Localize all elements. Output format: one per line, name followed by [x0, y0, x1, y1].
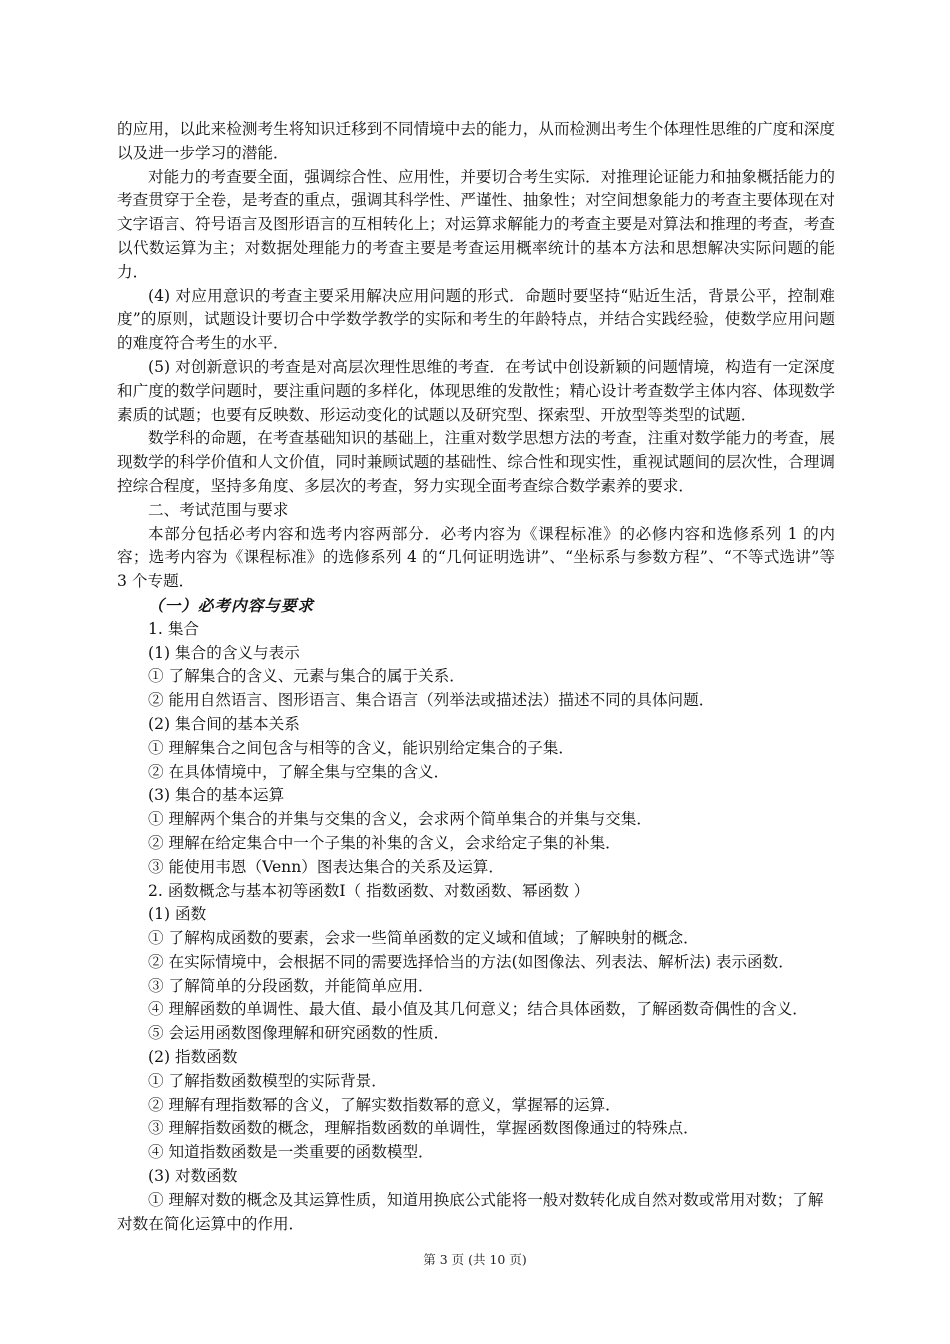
- topic-heading: 2. 函数概念与基本初等函数Ⅰ（ 指数函数、对数函数、幂函数 ）: [148, 881, 590, 900]
- list-item: ③ 了解简单的分段函数，并能简单应用．: [148, 976, 434, 995]
- list-item: ① 了解指数函数模型的实际背景．: [148, 1071, 387, 1090]
- list-item: ① 了解集合的含义、元素与集合的属于关系．: [148, 667, 465, 686]
- list-item: ③ 能使用韦恩（Venn）图表达集合的关系及运算．: [148, 857, 504, 876]
- list-item: ① 了解构成函数的要素，会求一些简单函数的定义域和值域；了解映射的概念．: [148, 929, 699, 948]
- section-heading: 二、考试范围与要求: [148, 500, 289, 519]
- subtopic-heading: (3) 对数函数: [148, 1167, 238, 1186]
- document-body: [117, 118, 835, 1236]
- paragraph-application: (4) 对应用意识的考查主要采用解决应用问题的形式．命题时要坚持“贴近生活，背景公平，控制难度”的原则，试题设计要切合中学数学教学的实际和考生的年龄特点，并结合实践经验，使数学应用问题的难度符合考生的水平．: [117, 286, 835, 353]
- list-item: ③ 理解指数函数的概念，理解指数函数的单调性，掌握函数图像通过的特殊点．: [148, 1119, 699, 1138]
- list-item: ⑤ 会运用函数图像理解和研究函数的性质．: [148, 1024, 450, 1043]
- list-item: ① 理解两个集合的并集与交集的含义，会求两个简单集合的并集与交集．: [148, 810, 652, 829]
- subtopic-heading: (2) 集合间的基本关系: [148, 714, 300, 733]
- list-item: ① 理解对数的概念及其运算性质，知道用换底公式能将一般对数转化成自然对数或常用对数；了解对数在简化运算中的作用．: [117, 1190, 824, 1233]
- list-item: ② 能用自然语言、图形语言、集合语言（列举法或描述法）描述不同的具体问题．: [148, 691, 715, 710]
- list-item: ② 理解有理指数幂的含义，了解实数指数幂的意义，掌握幂的运算．: [148, 1095, 621, 1114]
- section-intro: 本部分包括必考内容和选考内容两部分．必考内容为《课程标准》的必修内容和选修系列 1 的内容；选考内容为《课程标准》的选修系列 4 的“几何证明选讲”、“坐标系与参数方程”、“不等式选讲”等 3 个专题．: [117, 524, 835, 591]
- topic-heading: 1. 集合: [148, 619, 200, 638]
- list-item: ① 理解集合之间包含与相等的含义，能识别给定集合的子集．: [148, 738, 574, 757]
- page-footer: 第 3 页 (共 10 页): [423, 1252, 527, 1267]
- paragraph-ability: 对能力的考查要全面，强调综合性、应用性，并要切合考生实际．对推理论证能力和抽象概括能力的考查贯穿于全卷，是考查的重点，强调其科学性、严谨性、抽象性；对空间想象能力的考查主要体现在对文字语言、符号语言及图形语言的互相转化上；对运算求解能力的考查主要是对算法和推理的考查，考查以代数运算为主；对数据处理能力的考查主要是考查运用概率统计的基本方法和思想解决实际问题的能力．: [117, 167, 835, 281]
- paragraph-innovation: (5) 对创新意识的考查是对高层次理性思维的考查．在考试中创设新颖的问题情境，构造有一定深度和广度的数学问题时，要注重问题的多样化，体现思维的发散性；精心设计考查数学主体内容、体现数学素质的试题；也要有反映数、形运动变化的试题以及研究型、探索型、开放型等类型的试题．: [117, 357, 835, 424]
- subtopic-heading: (1) 函数: [148, 905, 207, 924]
- list-item: ④ 知道指数函数是一类重要的函数模型．: [148, 1143, 434, 1162]
- subtopic-heading: (2) 指数函数: [148, 1048, 238, 1067]
- list-item: ② 理解在给定集合中一个子集的补集的含义，会求给定子集的补集．: [148, 833, 621, 852]
- list-item: ② 在实际情境中，会根据不同的需要选择恰当的方法(如图像法、列表法、解析法) 表示函数．: [148, 952, 794, 971]
- paragraph-summary: 数学科的命题，在考查基础知识的基础上，注重对数学思想方法的考查，注重对数学能力的考查，展现数学的科学价值和人文价值，同时兼顾试题的基础性、综合性和现实性，重视试题间的层次性，合理调控综合程度，坚持多角度、多层次的考查，努力实现全面考查综合数学素养的要求．: [117, 429, 835, 495]
- list-item: ② 在具体情境中，了解全集与空集的含义．: [148, 762, 450, 781]
- paragraph-continuation: 的应用，以此来检测考生将知识迁移到不同情境中去的能力，从而检测出考生个体理性思维的广度和深度以及进一步学习的潜能．: [117, 120, 835, 162]
- subtopic-heading: (3) 集合的基本运算: [148, 786, 285, 805]
- list-item: ④ 理解函数的单调性、最大值、最小值及其几何意义；结合具体函数，了解函数奇偶性的含义．: [148, 1000, 808, 1019]
- subsection-heading: （一）必考内容与要求: [148, 595, 314, 615]
- subtopic-heading: (1) 集合的含义与表示: [148, 643, 300, 662]
